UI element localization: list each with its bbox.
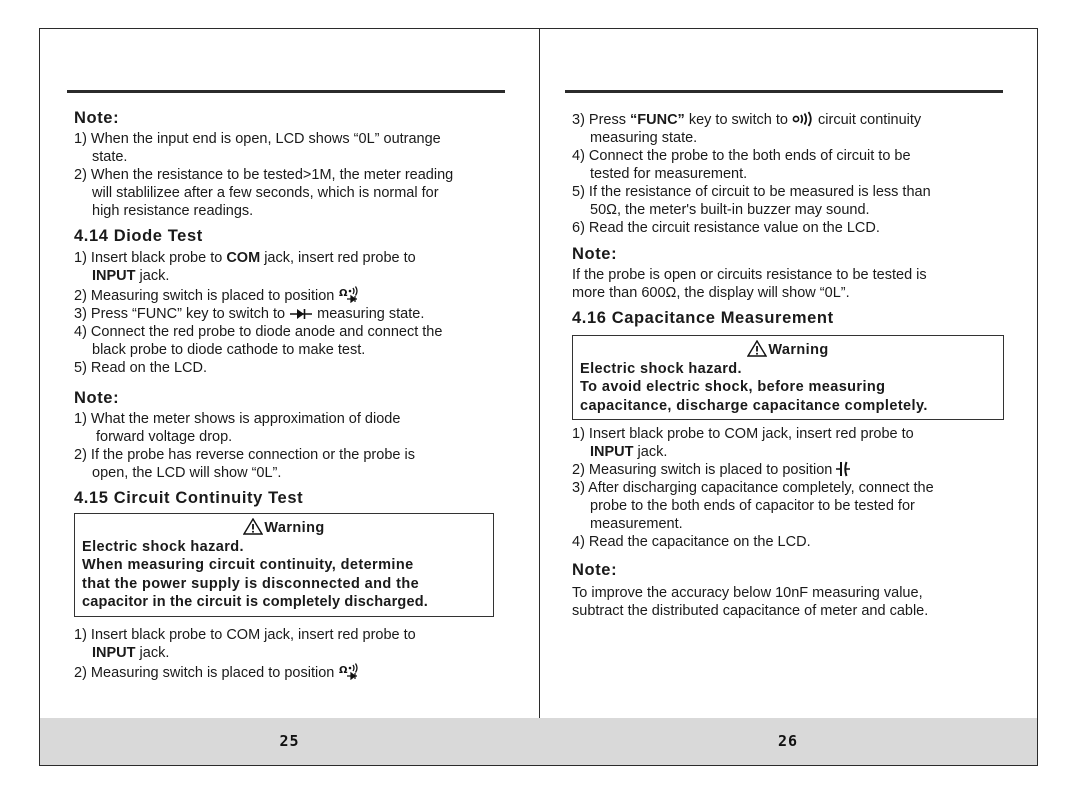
step-item: 1) Insert black probe to COM jack, insert red probe to INPUT jack. xyxy=(572,426,914,460)
page-number: 26 xyxy=(777,732,799,750)
note-heading: Note: xyxy=(74,389,120,407)
warning-line: When measuring circuit continuity, determine xyxy=(82,557,414,573)
warning-triangle-icon xyxy=(243,518,263,535)
note-heading: Note: xyxy=(74,109,120,127)
page-26-content xyxy=(572,111,1024,620)
warning-line: capacitance, discharge capacitance completely. xyxy=(580,397,928,414)
step-item: 4) Connect the probe to the both ends of circuit to be tested for measurement. xyxy=(572,148,911,182)
note-item: 2) When the resistance to be tested>1M, the meter reading will stablilizee after a few seconds, which is normal for high resistance readings. xyxy=(74,167,454,219)
ohm-diode-buzzer-icon xyxy=(338,285,364,303)
warning-box xyxy=(572,335,1004,420)
step-item: 2) Measuring switch is placed to position xyxy=(572,461,1024,479)
section-heading-continuity-test: 4.15 Circuit Continuity Test xyxy=(74,489,304,507)
warning-title: Warning xyxy=(82,518,486,538)
warning-line: Electric shock hazard. xyxy=(580,360,742,377)
note-item: 1) What the meter shows is approximation of diode forward voltage drop. xyxy=(74,411,401,445)
capacitor-icon xyxy=(836,461,850,477)
note-text: To improve the accuracy below 10nF measuring value, subtract the distributed capacitance of meter and cable. xyxy=(572,585,929,619)
step-item: 2) Measuring switch is placed to position Ω xyxy=(74,285,526,305)
step-item: 4) Connect the red probe to diode anode and connect the black probe to diode cathode to make test. xyxy=(74,324,443,358)
warning-triangle-icon xyxy=(747,340,767,357)
page-number: 25 xyxy=(279,732,300,750)
page-25 xyxy=(40,29,540,765)
header-rule xyxy=(565,90,1003,93)
page-26 xyxy=(539,29,1037,765)
note-item: 1) When the input end is open, LCD shows “0L” outrange state. xyxy=(74,131,441,165)
step-item: 5) If the resistance of circuit to be measured is less than 50Ω, the meter's built-in buzzer may sound. xyxy=(572,184,931,218)
step-item: 1) Insert black probe to COM jack, insert red probe to INPUT jack. xyxy=(74,626,416,661)
step-item: 6) Read the circuit resistance value on the LCD. xyxy=(572,220,880,236)
warning-line: Electric shock hazard. xyxy=(82,538,244,555)
page-25-content xyxy=(74,109,526,682)
note-heading: Note: xyxy=(572,561,618,579)
ohm-diode-buzzer-icon xyxy=(338,662,364,680)
page-footer xyxy=(40,718,539,765)
step-item: 4) Read the capacitance on the LCD. xyxy=(572,534,811,550)
warning-line: that the power supply is disconnected and the xyxy=(82,575,420,592)
page-footer xyxy=(539,718,1037,765)
warning-line: To avoid electric shock, before measuring xyxy=(580,379,886,395)
svg-text:Ω: Ω xyxy=(339,288,348,299)
step-item: 2) Measuring switch is placed to position Ω xyxy=(74,662,526,682)
header-rule xyxy=(67,90,505,93)
continuity-beep-icon xyxy=(792,111,814,127)
note-text: If the probe is open or circuits resistance to be tested is more than 600Ω, the display will show “0L”. xyxy=(572,267,927,301)
step-item: 5) Read on the LCD. xyxy=(74,360,207,376)
warning-line: capacitor in the circuit is completely discharged. xyxy=(82,594,429,610)
step-item: 1) Insert black probe to COM jack, insert red probe to INPUT jack. xyxy=(74,250,416,284)
note-item: 2) If the probe has reverse connection or the probe is open, the LCD will show “0L”. xyxy=(74,447,415,481)
warning-title: Warning xyxy=(580,340,996,360)
step-item: 3) Press “FUNC” key to switch to measuring state. xyxy=(74,306,425,322)
note-heading: Note: xyxy=(572,245,618,263)
manual-spread xyxy=(39,28,1038,766)
diode-icon xyxy=(289,307,313,321)
svg-text:Ω: Ω xyxy=(339,664,348,676)
step-item: 3) Press “FUNC” key to switch to circuit continuity measuring state. xyxy=(572,112,922,146)
section-heading-capacitance: 4.16 Capacitance Measurement xyxy=(572,309,834,327)
section-heading-diode-test: 4.14 Diode Test xyxy=(74,227,203,245)
step-item: 3) After discharging capacitance completely, connect the probe to the both ends of capacitor to be tested for measurement. xyxy=(572,480,934,532)
warning-box xyxy=(74,513,494,617)
